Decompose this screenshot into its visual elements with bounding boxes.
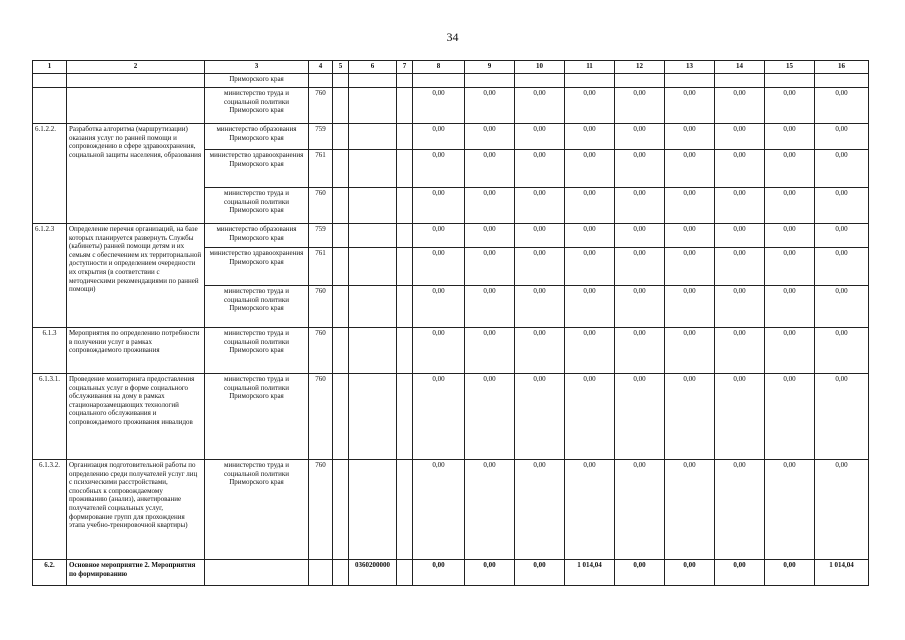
table-cell: 0,00 bbox=[715, 88, 765, 124]
table-cell: 0,00 bbox=[815, 150, 869, 188]
header-cell: 15 bbox=[765, 61, 815, 74]
header-cell: 11 bbox=[565, 61, 615, 74]
table-cell: 0,00 bbox=[413, 560, 465, 586]
table-cell: 0,00 bbox=[565, 224, 615, 248]
table-cell bbox=[397, 560, 413, 586]
table-cell: 0,00 bbox=[615, 286, 665, 328]
table-cell: 760 bbox=[309, 460, 333, 560]
table-cell: 0,00 bbox=[715, 150, 765, 188]
table-cell bbox=[349, 124, 397, 150]
table-cell bbox=[465, 74, 515, 88]
table-cell: 0,00 bbox=[465, 460, 515, 560]
table-cell: 0360200000 bbox=[349, 560, 397, 586]
header-cell: 16 bbox=[815, 61, 869, 74]
table-cell: 0,00 bbox=[765, 328, 815, 374]
table-cell: 760 bbox=[309, 286, 333, 328]
table-cell: 0,00 bbox=[765, 224, 815, 248]
table-cell: 0,00 bbox=[765, 248, 815, 286]
table-cell: 0,00 bbox=[665, 328, 715, 374]
table-cell: 0,00 bbox=[413, 374, 465, 460]
table-row bbox=[33, 560, 869, 586]
table-cell: министерство образования Приморского края bbox=[205, 224, 309, 248]
table-cell bbox=[397, 460, 413, 560]
table-cell: министерство здравоохранения Приморского края bbox=[205, 150, 309, 188]
table-cell: 6.1.3.1. bbox=[33, 374, 67, 460]
budget-table bbox=[32, 60, 869, 586]
table-cell bbox=[397, 374, 413, 460]
table-cell: 759 bbox=[309, 124, 333, 150]
table-row bbox=[33, 460, 869, 560]
table-cell: 0,00 bbox=[765, 560, 815, 586]
table-cell: 0,00 bbox=[815, 248, 869, 286]
table-cell: 0,00 bbox=[815, 124, 869, 150]
table-row bbox=[33, 328, 869, 374]
table-cell: 0,00 bbox=[715, 286, 765, 328]
table-cell: Проведение мониторинга предоставления социальных услуг в форме социального обслуживания на дому в рамках стационарозамещающих технологий социального обслуживания и сопровождаемого проживания инвалидов bbox=[67, 374, 205, 460]
table-cell: 0,00 bbox=[515, 248, 565, 286]
table-cell bbox=[349, 248, 397, 286]
table-cell: 6.1.3 bbox=[33, 328, 67, 374]
table-cell: 760 bbox=[309, 328, 333, 374]
table-row bbox=[33, 74, 869, 88]
table-cell: 0,00 bbox=[715, 188, 765, 224]
table-cell: 0,00 bbox=[765, 188, 815, 224]
table-cell bbox=[397, 74, 413, 88]
table-cell bbox=[397, 88, 413, 124]
table-cell: 0,00 bbox=[565, 124, 615, 150]
table-cell: 0,00 bbox=[715, 460, 765, 560]
table-cell bbox=[333, 224, 349, 248]
table-cell: 0,00 bbox=[615, 328, 665, 374]
table-cell: 0,00 bbox=[413, 328, 465, 374]
table-cell bbox=[349, 374, 397, 460]
table-cell: 0,00 bbox=[565, 460, 615, 560]
table-cell: 0,00 bbox=[665, 124, 715, 150]
table-cell: 0,00 bbox=[465, 286, 515, 328]
table-cell: 0,00 bbox=[515, 188, 565, 224]
table-cell bbox=[333, 374, 349, 460]
table-cell: 761 bbox=[309, 248, 333, 286]
table-cell bbox=[665, 74, 715, 88]
table-cell bbox=[67, 74, 205, 88]
table-cell: 0,00 bbox=[515, 124, 565, 150]
header-cell: 7 bbox=[397, 61, 413, 74]
table-cell bbox=[333, 88, 349, 124]
table-cell bbox=[397, 248, 413, 286]
table-cell: 0,00 bbox=[615, 150, 665, 188]
table-cell: 0,00 bbox=[715, 374, 765, 460]
table-cell: 760 bbox=[309, 374, 333, 460]
table-row bbox=[33, 374, 869, 460]
table-cell: 0,00 bbox=[465, 248, 515, 286]
table-cell: 0,00 bbox=[515, 88, 565, 124]
table-cell: 0,00 bbox=[765, 460, 815, 560]
table-cell: 0,00 bbox=[815, 88, 869, 124]
table-cell: 0,00 bbox=[565, 188, 615, 224]
table-cell: 0,00 bbox=[765, 88, 815, 124]
table-cell: 0,00 bbox=[413, 124, 465, 150]
table-cell: Приморского края bbox=[205, 74, 309, 88]
table-row bbox=[33, 224, 869, 248]
header-cell: 5 bbox=[333, 61, 349, 74]
table-cell: 0,00 bbox=[565, 248, 615, 286]
table-cell: Определение перечня организаций, на базе которых планируется развернуть Службы (кабинеты) ранней помощи детям и их семьям с обеспечением их территориальной доступности и определением очередности их открытия (в соответствии с методическими рекомендациями по ранней помощи) bbox=[67, 224, 205, 328]
table-cell: 760 bbox=[309, 88, 333, 124]
table-cell: 0,00 bbox=[565, 150, 615, 188]
table-cell bbox=[349, 88, 397, 124]
table-cell bbox=[397, 224, 413, 248]
header-cell: 3 bbox=[205, 61, 309, 74]
table-cell bbox=[33, 74, 67, 88]
header-cell: 8 bbox=[413, 61, 465, 74]
table-row bbox=[33, 124, 869, 150]
table-header bbox=[33, 61, 869, 74]
table-cell bbox=[67, 88, 205, 124]
table-cell: министерство труда и социальной политики Приморского края bbox=[205, 286, 309, 328]
table-cell bbox=[205, 560, 309, 586]
table-cell: 0,00 bbox=[515, 460, 565, 560]
table-cell: 0,00 bbox=[465, 560, 515, 586]
table-cell: 0,00 bbox=[815, 286, 869, 328]
table-cell: 0,00 bbox=[615, 460, 665, 560]
table-cell: 0,00 bbox=[465, 374, 515, 460]
header-cell: 12 bbox=[615, 61, 665, 74]
table-cell: 761 bbox=[309, 150, 333, 188]
table-cell: 0,00 bbox=[815, 328, 869, 374]
table-cell: 0,00 bbox=[715, 248, 765, 286]
table-cell: 0,00 bbox=[615, 124, 665, 150]
table-cell bbox=[815, 74, 869, 88]
table-cell: 1 014,04 bbox=[815, 560, 869, 586]
header-cell: 2 bbox=[67, 61, 205, 74]
table-cell bbox=[349, 460, 397, 560]
header-cell: 4 bbox=[309, 61, 333, 74]
table-cell bbox=[349, 286, 397, 328]
table-cell bbox=[349, 188, 397, 224]
table-cell bbox=[333, 74, 349, 88]
table-cell: 0,00 bbox=[615, 374, 665, 460]
table-cell bbox=[397, 188, 413, 224]
table-cell: 0,00 bbox=[413, 248, 465, 286]
table-cell: 0,00 bbox=[565, 88, 615, 124]
table-cell: 0,00 bbox=[413, 224, 465, 248]
table-cell: 0,00 bbox=[413, 286, 465, 328]
table-cell: 0,00 bbox=[665, 88, 715, 124]
table-cell: 0,00 bbox=[515, 560, 565, 586]
header-cell: 6 bbox=[349, 61, 397, 74]
table-cell: министерство труда и социальной политики Приморского края bbox=[205, 328, 309, 374]
table-cell: 0,00 bbox=[465, 88, 515, 124]
table-cell: 0,00 bbox=[615, 188, 665, 224]
table-cell: 0,00 bbox=[765, 150, 815, 188]
table-cell bbox=[349, 328, 397, 374]
table-cell: 0,00 bbox=[665, 248, 715, 286]
table-cell: 0,00 bbox=[715, 124, 765, 150]
table-cell: 0,00 bbox=[665, 188, 715, 224]
table-row bbox=[33, 88, 869, 124]
table-cell: 0,00 bbox=[615, 248, 665, 286]
table-cell: 759 bbox=[309, 224, 333, 248]
table-cell: 0,00 bbox=[565, 328, 615, 374]
header-cell: 1 bbox=[33, 61, 67, 74]
table-cell: министерство труда и социальной политики Приморского края bbox=[205, 460, 309, 560]
header-cell: 14 bbox=[715, 61, 765, 74]
table-cell bbox=[765, 74, 815, 88]
table-cell: 0,00 bbox=[815, 460, 869, 560]
table-cell bbox=[333, 150, 349, 188]
table-cell: министерство труда и социальной политики Приморского края bbox=[205, 188, 309, 224]
table-cell bbox=[397, 150, 413, 188]
table-cell: 6.1.2.2. bbox=[33, 124, 67, 224]
table-cell: Организация подготовительной работы по определению среди получателей услуг лиц с психическими расстройствами, способных к сопровождаемому проживанию (анализ), анкетирование получателей социальных услуг, формирование групп для прохождения этапа учебно-тренировочной квартиры) bbox=[67, 460, 205, 560]
table-cell: 0,00 bbox=[615, 224, 665, 248]
header-row bbox=[33, 61, 869, 74]
table-cell bbox=[333, 124, 349, 150]
table-cell bbox=[309, 74, 333, 88]
table-cell: 0,00 bbox=[665, 286, 715, 328]
table-cell bbox=[397, 124, 413, 150]
table-cell: 0,00 bbox=[615, 560, 665, 586]
table-cell: 0,00 bbox=[465, 150, 515, 188]
table-cell: 760 bbox=[309, 188, 333, 224]
table-cell: 0,00 bbox=[565, 374, 615, 460]
table-cell: министерство труда и социальной политики Приморского края bbox=[205, 374, 309, 460]
table-cell: 1 014,04 bbox=[565, 560, 615, 586]
table-cell: 0,00 bbox=[815, 224, 869, 248]
header-cell: 13 bbox=[665, 61, 715, 74]
header-cell: 9 bbox=[465, 61, 515, 74]
table-cell bbox=[349, 74, 397, 88]
table-cell: 0,00 bbox=[665, 374, 715, 460]
table-cell bbox=[397, 328, 413, 374]
table-cell: 0,00 bbox=[665, 460, 715, 560]
table-cell: Разработка алгоритма (маршрутизации) оказания услуг по ранней помощи и сопровождению в сфере здравоохранения, социальной защиты населения, образования bbox=[67, 124, 205, 224]
table-cell bbox=[413, 74, 465, 88]
table-cell: 6.1.2.3 bbox=[33, 224, 67, 328]
table-cell: 6.2. bbox=[33, 560, 67, 586]
table-cell: 0,00 bbox=[465, 224, 515, 248]
table-cell: 0,00 bbox=[765, 374, 815, 460]
table-cell: 0,00 bbox=[615, 88, 665, 124]
table-cell: 0,00 bbox=[515, 374, 565, 460]
table-cell bbox=[333, 188, 349, 224]
table-cell bbox=[397, 286, 413, 328]
table-cell bbox=[309, 560, 333, 586]
header-cell: 10 bbox=[515, 61, 565, 74]
table-cell: 0,00 bbox=[715, 224, 765, 248]
table-cell bbox=[565, 74, 615, 88]
table-cell bbox=[615, 74, 665, 88]
table-cell: 6.1.3.2. bbox=[33, 460, 67, 560]
page-number: 34 bbox=[446, 30, 459, 44]
table-cell: 0,00 bbox=[515, 328, 565, 374]
table-cell bbox=[349, 224, 397, 248]
table-cell bbox=[333, 286, 349, 328]
table-cell bbox=[349, 150, 397, 188]
table-cell: 0,00 bbox=[465, 328, 515, 374]
table-cell: 0,00 bbox=[665, 150, 715, 188]
table-cell: министерство здравоохранения Приморского края bbox=[205, 248, 309, 286]
table-cell: 0,00 bbox=[413, 150, 465, 188]
table-cell: 0,00 bbox=[815, 188, 869, 224]
table-cell: 0,00 bbox=[715, 560, 765, 586]
table-cell: 0,00 bbox=[715, 328, 765, 374]
table-body bbox=[33, 74, 869, 586]
table-cell: 0,00 bbox=[515, 150, 565, 188]
table-cell bbox=[333, 560, 349, 586]
table-cell: 0,00 bbox=[515, 224, 565, 248]
table-cell bbox=[333, 460, 349, 560]
table-cell: 0,00 bbox=[565, 286, 615, 328]
table-cell: 0,00 bbox=[515, 286, 565, 328]
table-cell: 0,00 bbox=[465, 188, 515, 224]
table-cell: Мероприятия по определению потребности в получении услуг в рамках сопровождаемого проживания bbox=[67, 328, 205, 374]
table-cell: 0,00 bbox=[413, 460, 465, 560]
table-cell: 0,00 bbox=[765, 286, 815, 328]
table-cell: 0,00 bbox=[465, 124, 515, 150]
table-cell: министерство образования Приморского края bbox=[205, 124, 309, 150]
table-cell bbox=[333, 328, 349, 374]
table-cell bbox=[715, 74, 765, 88]
table-cell: 0,00 bbox=[413, 88, 465, 124]
table-cell bbox=[333, 248, 349, 286]
table-cell: Основное мероприятие 2. Мероприятия по формированию bbox=[67, 560, 205, 586]
table-cell: 0,00 bbox=[765, 124, 815, 150]
table-cell bbox=[515, 74, 565, 88]
table-cell: 0,00 bbox=[665, 560, 715, 586]
table-cell: 0,00 bbox=[815, 374, 869, 460]
table-cell: министерство труда и социальной политики Приморского края bbox=[205, 88, 309, 124]
table-cell: 0,00 bbox=[665, 224, 715, 248]
table-cell bbox=[33, 88, 67, 124]
table-cell: 0,00 bbox=[413, 188, 465, 224]
